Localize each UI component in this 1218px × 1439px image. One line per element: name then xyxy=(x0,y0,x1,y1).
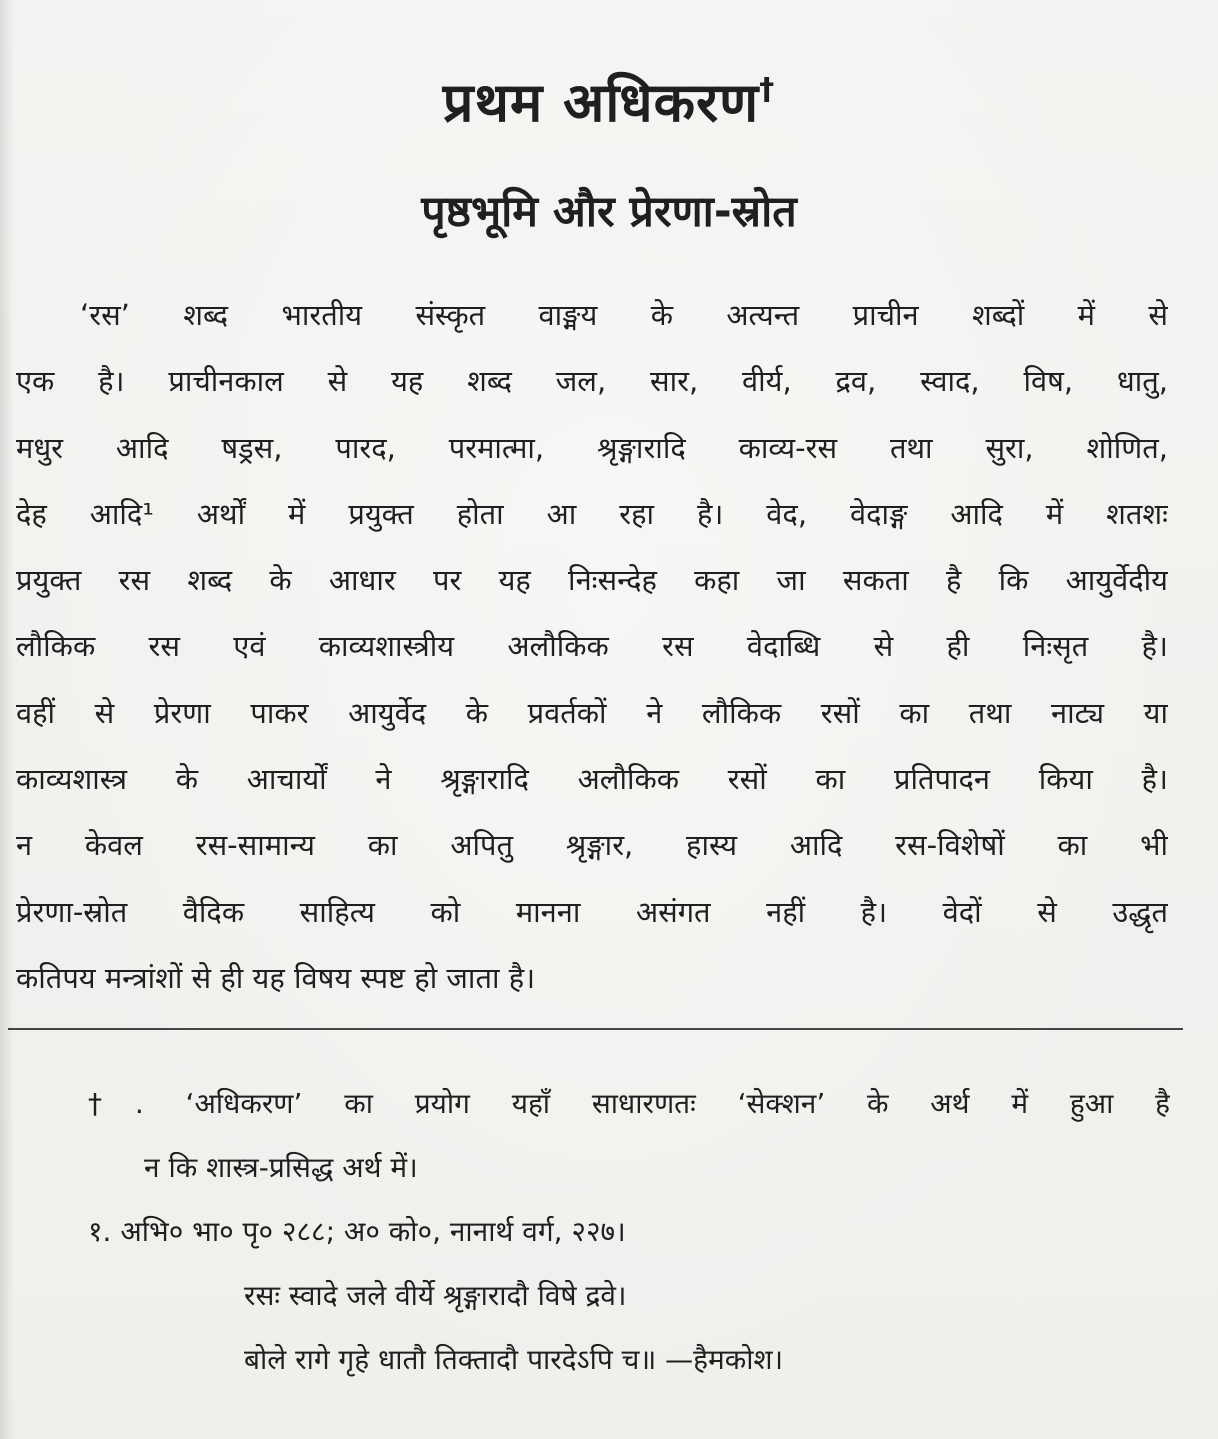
section-title: पृष्ठभूमि और प्रेरणा-स्रोत xyxy=(421,187,797,237)
footnote-verse-line2: बोले रागे गृहे धातौ तिक्तादौ पारदेऽपि च॥ —हैमकोश। xyxy=(244,1343,784,1376)
footnote-dagger-line1: †. ‘अधिकरण’ का प्रयोग यहाँ साधारणतः ‘सेक्शन’ के अर्थ में हुआ है xyxy=(88,1087,1170,1120)
footnote-dagger-line2: न कि शास्त्र-प्रसिद्ध अर्थ में। xyxy=(144,1151,418,1184)
paragraph-line: लौकिक रस एवं काव्यशास्त्रीय अलौकिक रस वेदाब्धि से ही निःसृत है। xyxy=(16,629,1168,664)
paragraph-line: वहीं से प्रेरणा पाकर आयुर्वेद के प्रवर्तकों ने लौकिक रसों का तथा नाट्य या xyxy=(16,695,1168,730)
footnote-verse-line1: रसः स्वादे जले वीर्ये श्रृङ्गारादौ विषे द्रवे। xyxy=(244,1279,627,1312)
chapter-title-text: प्रथम अधिकरण xyxy=(442,71,760,134)
paragraph-line: काव्यशास्त्र के आचार्यों ने श्रृङ्गारादि अलौकिक रसों का प्रतिपादन किया है। xyxy=(16,762,1168,797)
footnote-divider xyxy=(8,1028,1183,1030)
paragraph-line: एक है। प्राचीनकाल से यह शब्द जल, सार, वीर्य, द्रव, स्वाद, विष, धातु, xyxy=(16,364,1168,399)
paragraph-line: न केवल रस-सामान्य का अपितु श्रृङ्गार, हास्य आदि रस-विशेषों का भी xyxy=(16,828,1168,863)
paragraph-line: ‘रस’ शब्द भारतीय संस्कृत वाङ्मय के अत्यन्त प्राचीन शब्दों में से xyxy=(80,298,1168,332)
paragraph-line: कतिपय मन्त्रांशों से ही यह विषय स्पष्ट हो जाता है। xyxy=(16,960,536,995)
body-paragraph xyxy=(16,282,1168,1011)
chapter-title xyxy=(0,58,1218,135)
footnotes xyxy=(88,1072,1170,1392)
chapter-footnote-mark: † xyxy=(759,72,776,107)
paragraph-line: मधुर आदि षड्रस, पारद, परमात्मा, श्रृङ्गारादि काव्य-रस तथा सुरा, शोणित, xyxy=(16,430,1168,465)
paragraph-line: प्रेरणा-स्रोत वैदिक साहित्य को मानना असंगत नहीं है। वेदों से उद्धृत xyxy=(16,894,1168,929)
paragraph-line: प्रयुक्त रस शब्द के आधार पर यह निःसन्देह कहा जा सकता है कि आयुर्वेदीय xyxy=(16,563,1168,598)
paragraph-line: देह आदि¹ अर्थों में प्रयुक्त होता आ रहा है। वेद, वेदाङ्ग आदि में शतशः xyxy=(16,496,1168,531)
footnote-1: १. अभि० भा० पृ० २८८; अ० को०, नानार्थ वर्ग, २२७। xyxy=(88,1215,626,1248)
